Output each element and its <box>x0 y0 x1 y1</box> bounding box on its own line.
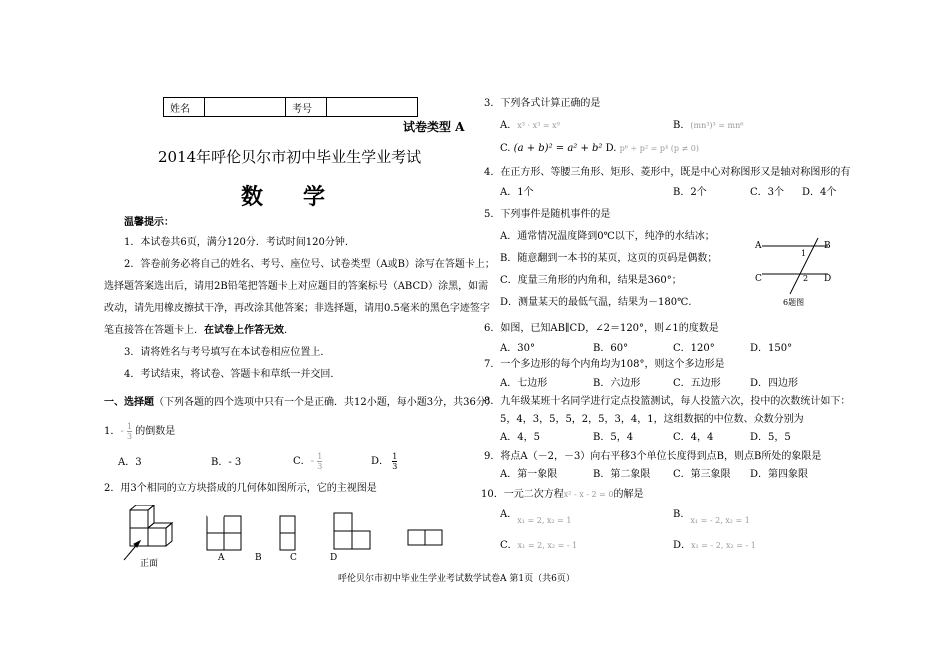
examno-label: 考号 <box>286 98 327 117</box>
q2-label-c: C <box>290 553 297 563</box>
front-label: 正面 <box>140 559 159 569</box>
name-label: 姓名 <box>164 98 205 117</box>
notice-item-1: 1．本试卷共6页，满分120分．考试时间120分钟． <box>124 237 355 248</box>
q4-stem: 4．在正方形、等腰三角形、矩形、菱形中，既是中心对称图形又是轴对称图形的有 <box>484 167 851 178</box>
notice-item-2c: 改动，请先用橡皮擦拭干净，再改涂其他答案；非选择题，请用0.5毫米的黑色字迹签字 <box>104 303 490 314</box>
fig6-caption: 6题图 <box>783 298 805 307</box>
q2-label-d: D <box>330 553 338 563</box>
q4-option-b: B．2个 <box>673 187 707 198</box>
notice-item-2b: 选择题答案选出后，请用2B铅笔把答题卡上对应题目的答案标号（ABCD）涂黑，如需 <box>104 281 489 292</box>
view-c <box>280 516 295 550</box>
q3-option-b: B．(mn³)³ = mn⁶ <box>673 120 744 131</box>
q3-stem: 3．下列各式计算正确的是 <box>484 98 601 109</box>
q1-option-b: B．- 3 <box>211 457 242 468</box>
front-arrow <box>124 541 140 560</box>
q4-option-a: A．1个 <box>500 187 534 198</box>
q8-option-a: A．4，5 <box>500 432 540 443</box>
page-footer: 呼伦贝尔市初中毕业生学业考试数学试卷A 第1页（共6页） <box>338 574 575 584</box>
q7-option-b: B．六边形 <box>593 378 641 389</box>
q5-option-c: C．度量三角形的内角和，结果是360°； <box>500 275 682 286</box>
q8-data: 5，4，3，5，5，2，5，3，4，1，这组数据的中位数、众数分别为 <box>500 414 804 425</box>
q10-option-d: D．x₁ = - 2, x₂ = - 1 <box>673 540 756 551</box>
q8-option-d: D．5，5 <box>750 432 791 443</box>
fig6-label-a: A <box>755 241 762 251</box>
q4-option-d: D．4个 <box>802 187 837 198</box>
q6-option-a: A．30° <box>500 343 535 354</box>
notice-item-2: 2．答卷前务必将自己的姓名、考号、座位号、试卷类型（A或B）涂写在答题卡上； <box>124 259 495 270</box>
view-b2 <box>408 530 442 545</box>
q6-option-b: B．60° <box>593 343 629 354</box>
view-a <box>207 516 241 550</box>
q9-option-b: B．第二象限 <box>593 469 651 480</box>
q10-stem: 10．一元二次方程x² - x - 2 = 0的解是 <box>481 489 644 500</box>
examno-field <box>327 98 418 117</box>
q3-option-c: C. (a + b)² = a² + b² D. p⁶ ÷ p² = p⁴ (p ≠ 0) <box>500 143 700 154</box>
notice-heading: 温馨提示： <box>124 217 174 228</box>
q9-option-d: D．第四象限 <box>750 469 809 480</box>
fig6-label-d: D <box>824 274 832 284</box>
q9-option-a: A．第一象限 <box>500 469 558 480</box>
q9-option-c: C．第三象限 <box>673 469 731 480</box>
fig6-label-c: C <box>755 274 762 284</box>
q6-stem: 6．如图，已知AB∥CD，∠2＝120°，则∠1的度数是 <box>484 323 719 334</box>
q1-option-d: D． $\frac{1}{3}$ <box>371 452 398 471</box>
q2-label-b: B <box>255 553 262 563</box>
view-d <box>334 513 370 549</box>
q6-option-c: C．120° <box>673 343 715 354</box>
q9-stem: 9．将点A（－2，－3）向右平移3个单位长度得到点B，则点B所处的象限是 <box>484 451 822 462</box>
q10-option-c: C．x₁ = 2, x₂ = - 1 <box>500 540 578 551</box>
q1-option-c: C．- $\frac{1}{3}$ <box>293 452 323 471</box>
notice-item-2d: 笔直接答在答题卡上．在试卷上作答无效． <box>104 325 294 336</box>
fig6-angle-2: 2 <box>803 274 809 283</box>
q3-option-a: A．x³ · x³ = x⁹ <box>500 120 560 131</box>
q2-label-a: A <box>218 553 225 563</box>
notice-item-3: 3．请将姓名与考号填写在本试卷相应位置上． <box>124 347 331 358</box>
name-examno-table <box>163 97 418 117</box>
fig6-label-b: B <box>824 241 831 251</box>
q7-option-d: D．四边形 <box>750 378 799 389</box>
section-heading: 一、选择题（下列各题的四个选项中只有一个是正确．共12小题，每小题3分，共36分） <box>104 397 496 408</box>
q5-option-a: A．通常情况温度降到0℃以下，纯净的水结冰； <box>500 231 715 242</box>
q5-stem: 5．下列事件是随机事件的是 <box>484 209 611 220</box>
q4-option-c: C．3个 <box>750 187 785 198</box>
q1-option-a: A．3 <box>118 457 142 468</box>
q7-option-c: C．五边形 <box>673 378 721 389</box>
q2-stem: 2．用3个相同的立方块搭成的几何体如图所示，它的主视图是 <box>104 483 377 494</box>
q2-figures <box>118 505 458 575</box>
q6-option-d: D．150° <box>750 343 793 354</box>
subject-title: 数学 <box>241 184 366 210</box>
paper-type: 试卷类型 A <box>403 120 465 134</box>
q10-option-a: A．$_{x_1 = 2, x_2 = 1}$ <box>500 509 572 525</box>
exam-title: 2014年呼伦贝尔市初中毕业生学业考试 <box>158 148 422 166</box>
q8-option-c: C．4，4 <box>673 432 714 443</box>
q1-stem: 1．- $\frac{1}{3}$ 的倒数是 <box>104 422 176 441</box>
isometric-cubes <box>130 505 172 546</box>
q8-option-b: B．5，4 <box>593 432 634 443</box>
q8-stem: 8．九年级某班十名同学进行定点投篮测试，每人投篮六次，投中的次数统计如下： <box>484 396 851 407</box>
q7-stem: 7．一个多边形的每个内角均为108°，则这个多边形是 <box>484 359 725 370</box>
q5-option-b: B．随意翻到一本书的某页，这页的页码是偶数； <box>500 253 718 264</box>
q7-option-a: A．七边形 <box>500 378 548 389</box>
notice-item-4: 4．考试结束，将试卷、答题卡和草纸一并交回． <box>124 369 341 380</box>
q10-option-b: B．$_{x_1 = - 2, x_2 = 1}$ <box>673 509 750 525</box>
name-field <box>205 98 286 117</box>
fig6-angle-1: 1 <box>801 249 807 258</box>
q5-option-d: D．测量某天的最低气温，结果为－180℃. <box>500 297 692 308</box>
